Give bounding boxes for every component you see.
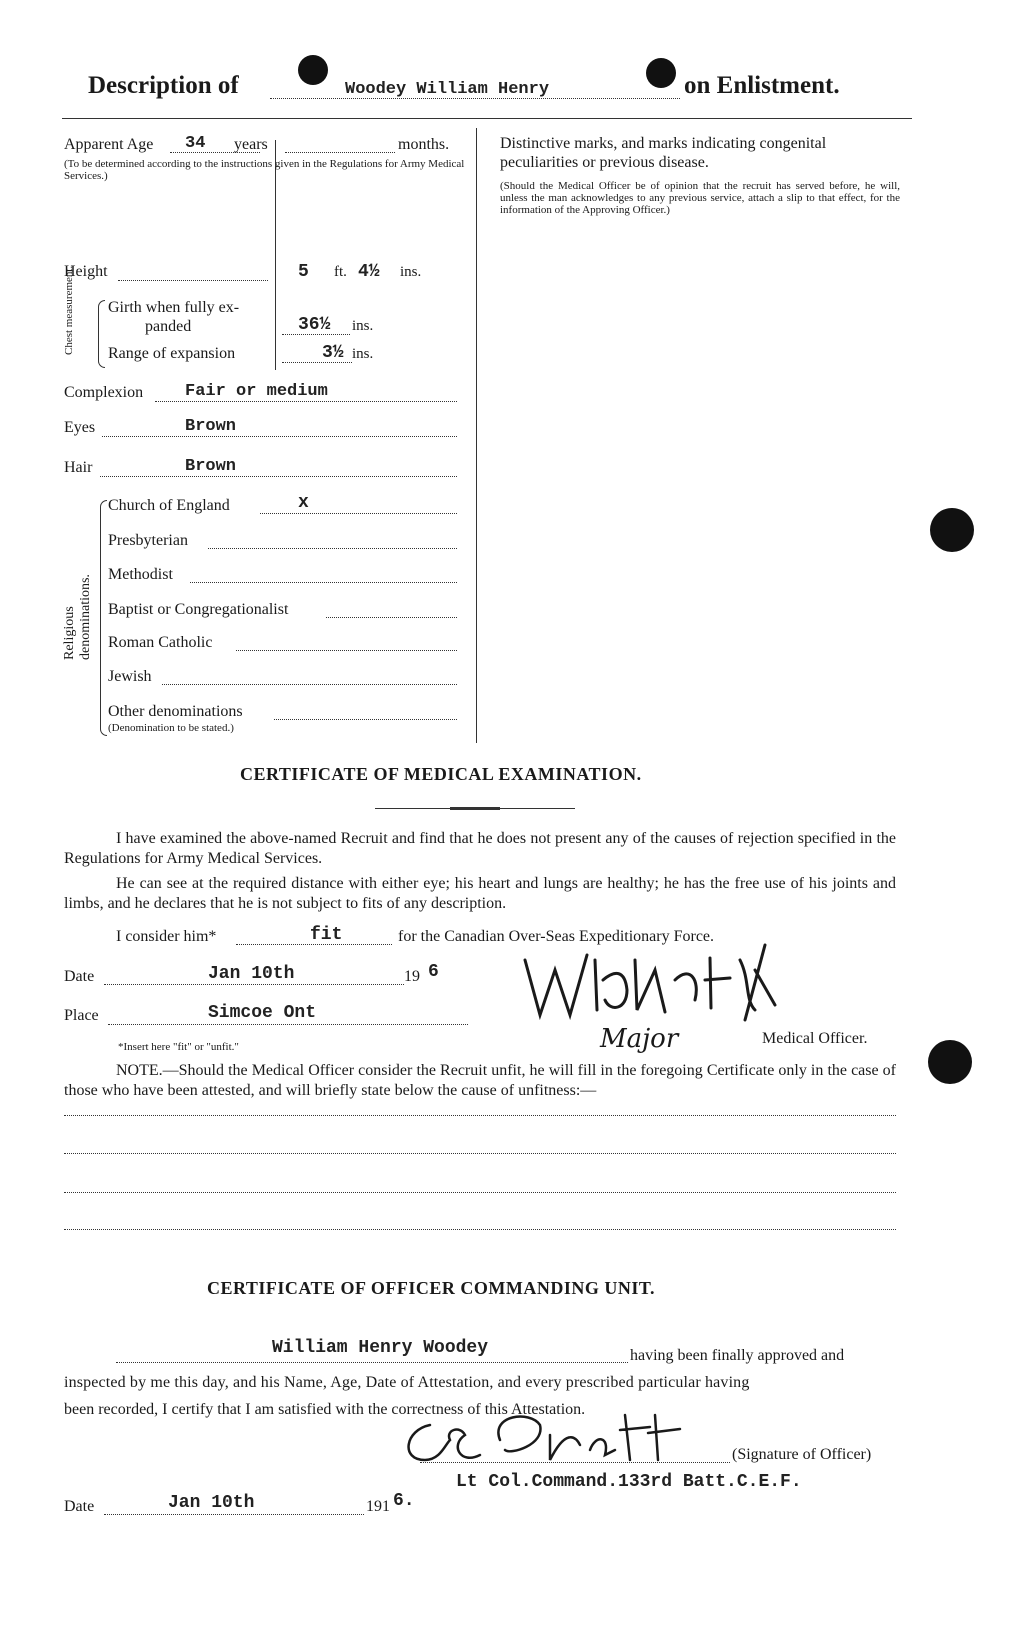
co-para-line-1: having been finally approved and xyxy=(630,1347,845,1364)
religion-line xyxy=(260,513,457,514)
punch-hole-right-upper xyxy=(930,508,974,552)
religion-item xyxy=(108,497,230,515)
medical-note: NOTE.—Should the Medical Officer consider the Recruit unfit, he will fill in the foregoing Certificate only in the case of those who have been attested, and will briefly state below the cause of unfitness:— xyxy=(64,1062,896,1099)
girth-unit: ins. xyxy=(352,318,374,334)
consider-label: I consider him* xyxy=(116,928,217,945)
column-divider xyxy=(476,128,477,743)
commanding-officer-signature xyxy=(390,1405,720,1475)
eyes-value: Brown xyxy=(185,417,237,436)
place-value: Simcoe Ont xyxy=(208,1003,317,1023)
punch-hole-top-left xyxy=(298,55,328,85)
command-text: Lt Col.Command.133rd Batt.C.E.F. xyxy=(456,1472,802,1492)
medical-title-rule-bold xyxy=(450,807,500,810)
religion-label: Baptist or Congregationalist xyxy=(108,601,289,618)
medical-paragraph-1: I have examined the above-named Recruit and find that he does not present any of the causes of rejection specified in the Regulations for Army Medical Services. xyxy=(64,830,896,867)
height-inches: 4½ xyxy=(358,262,380,282)
height-ins-label: ins. xyxy=(400,264,422,280)
unfitness-line xyxy=(64,1229,896,1230)
punch-hole-top-right xyxy=(646,58,676,88)
religion-line xyxy=(274,719,457,720)
religion-brace xyxy=(100,500,107,736)
range-label: Range of expansion xyxy=(108,345,236,362)
height-feet: 5 xyxy=(298,262,309,282)
religion-label: Other denominations xyxy=(108,703,243,720)
place-line xyxy=(108,1024,468,1025)
medical-year-prefix: 19 xyxy=(404,968,420,985)
chest-measurement-label: Chest measurement. xyxy=(63,265,75,355)
religion-item xyxy=(108,532,188,550)
unfitness-line xyxy=(64,1115,896,1116)
hair-line xyxy=(100,476,457,477)
denomination-note: (Denomination to be stated.) xyxy=(108,722,234,734)
co-para-line-3: been recorded, I certify that I am satisfied with the correctness of this Attestation. xyxy=(64,1401,586,1418)
religion-item xyxy=(108,634,212,652)
medical-paragraph-2: He can see at the required distance with either eye; his heart and lungs are healthy; he has the free use of his joints and limbs, and he declares that he is not subject to fits of any description. xyxy=(64,875,896,912)
religion-label: Methodist xyxy=(108,566,173,583)
religion-line xyxy=(162,684,457,685)
recruit-name: Woodey William Henry xyxy=(345,80,550,99)
religion-line xyxy=(208,548,457,549)
signature-line xyxy=(420,1462,730,1463)
girth-label-2: panded xyxy=(145,318,192,335)
co-para-line-2: inspected by me this day, and his Name, Age, Date of Attestation, and every prescribed particular having xyxy=(64,1374,750,1391)
religion-label: Roman Catholic xyxy=(108,634,213,651)
co-date-line xyxy=(104,1514,364,1515)
height-ft-label: ft. xyxy=(334,264,347,280)
co-date-value: Jan 10th xyxy=(168,1493,255,1513)
co-year-suffix: 6. xyxy=(393,1491,415,1511)
medical-year-suffix: 6 xyxy=(428,962,439,982)
fit-value: fit xyxy=(310,925,343,945)
religion-label: Jewish xyxy=(108,668,152,685)
medical-certificate-title: CERTIFICATE OF MEDICAL EXAMINATION. xyxy=(240,764,642,784)
distinctive-marks-note: (Should the Medical Officer be of opinion that the recruit has served before, he will, unless the man acknowledges to any previous service, attach a slip to that effect, for the information of the Approving Officer.) xyxy=(500,180,900,216)
medical-officer-label: Medical Officer. xyxy=(762,1030,868,1047)
religion-label: Church of England xyxy=(108,497,230,514)
complexion-label: Complexion xyxy=(64,384,144,401)
age-note: (To be determined according to the instructions given in the Regulations for Army Medical Services.) xyxy=(64,158,465,182)
range-unit: ins. xyxy=(352,346,374,362)
place-label: Place xyxy=(64,1007,99,1024)
medical-date-label: Date xyxy=(64,968,95,985)
complexion-line xyxy=(155,401,457,402)
insert-note: *Insert here "fit" or "unfit." xyxy=(118,1041,239,1053)
medical-officer-rank: Major xyxy=(600,1024,679,1054)
religion-item xyxy=(108,703,243,721)
punch-hole-right-lower xyxy=(928,1040,972,1084)
co-recruit-name: William Henry Woodey xyxy=(272,1338,489,1358)
eyes-label: Eyes xyxy=(64,419,96,436)
hair-value: Brown xyxy=(185,457,237,476)
unfitness-line xyxy=(64,1192,896,1193)
religion-line xyxy=(190,582,457,583)
range-value: 3½ xyxy=(322,343,344,363)
years-label: years xyxy=(234,136,268,153)
hair-label: Hair xyxy=(64,459,93,476)
eyes-line xyxy=(102,436,457,437)
girth-value: 36½ xyxy=(298,315,331,335)
medical-date-line xyxy=(104,984,404,985)
form-title-suffix: on Enlistment. xyxy=(684,72,840,99)
age-value: 34 xyxy=(185,134,206,153)
distinctive-marks-heading: Distinctive marks, and marks indicating congenital peculiarities or previous disease. xyxy=(500,135,827,171)
months-line xyxy=(285,152,395,153)
religion-item xyxy=(108,601,288,619)
religion-item xyxy=(108,566,173,584)
commanding-certificate-title: CERTIFICATE OF OFFICER COMMANDING UNIT. xyxy=(207,1278,656,1298)
chest-brace xyxy=(98,300,105,368)
religion-line xyxy=(326,617,457,618)
form-title-prefix: Description of xyxy=(88,72,239,99)
height-label: Height xyxy=(64,263,108,280)
co-year-prefix: 191 xyxy=(366,1498,390,1515)
co-name-line xyxy=(116,1362,628,1363)
medical-date-value: Jan 10th xyxy=(208,964,295,984)
signature-of-officer-label: (Signature of Officer) xyxy=(732,1446,872,1463)
religion-line xyxy=(236,650,457,651)
apparent-age-label: Apparent Age xyxy=(64,136,154,153)
religious-denominations-label: Religious denominations. xyxy=(62,574,93,660)
header-rule xyxy=(62,118,912,119)
force-label: for the Canadian Over-Seas Expeditionary Force. xyxy=(398,928,715,945)
religion-mark: x xyxy=(298,493,309,513)
religion-item xyxy=(108,668,152,686)
months-label: months. xyxy=(398,136,450,153)
girth-label-1: Girth when fully ex- xyxy=(108,299,240,316)
complexion-value: Fair or medium xyxy=(185,382,328,401)
height-line xyxy=(118,280,268,281)
unfitness-line xyxy=(64,1153,896,1154)
co-date-label: Date xyxy=(64,1498,95,1515)
religion-label: Presbyterian xyxy=(108,532,188,549)
